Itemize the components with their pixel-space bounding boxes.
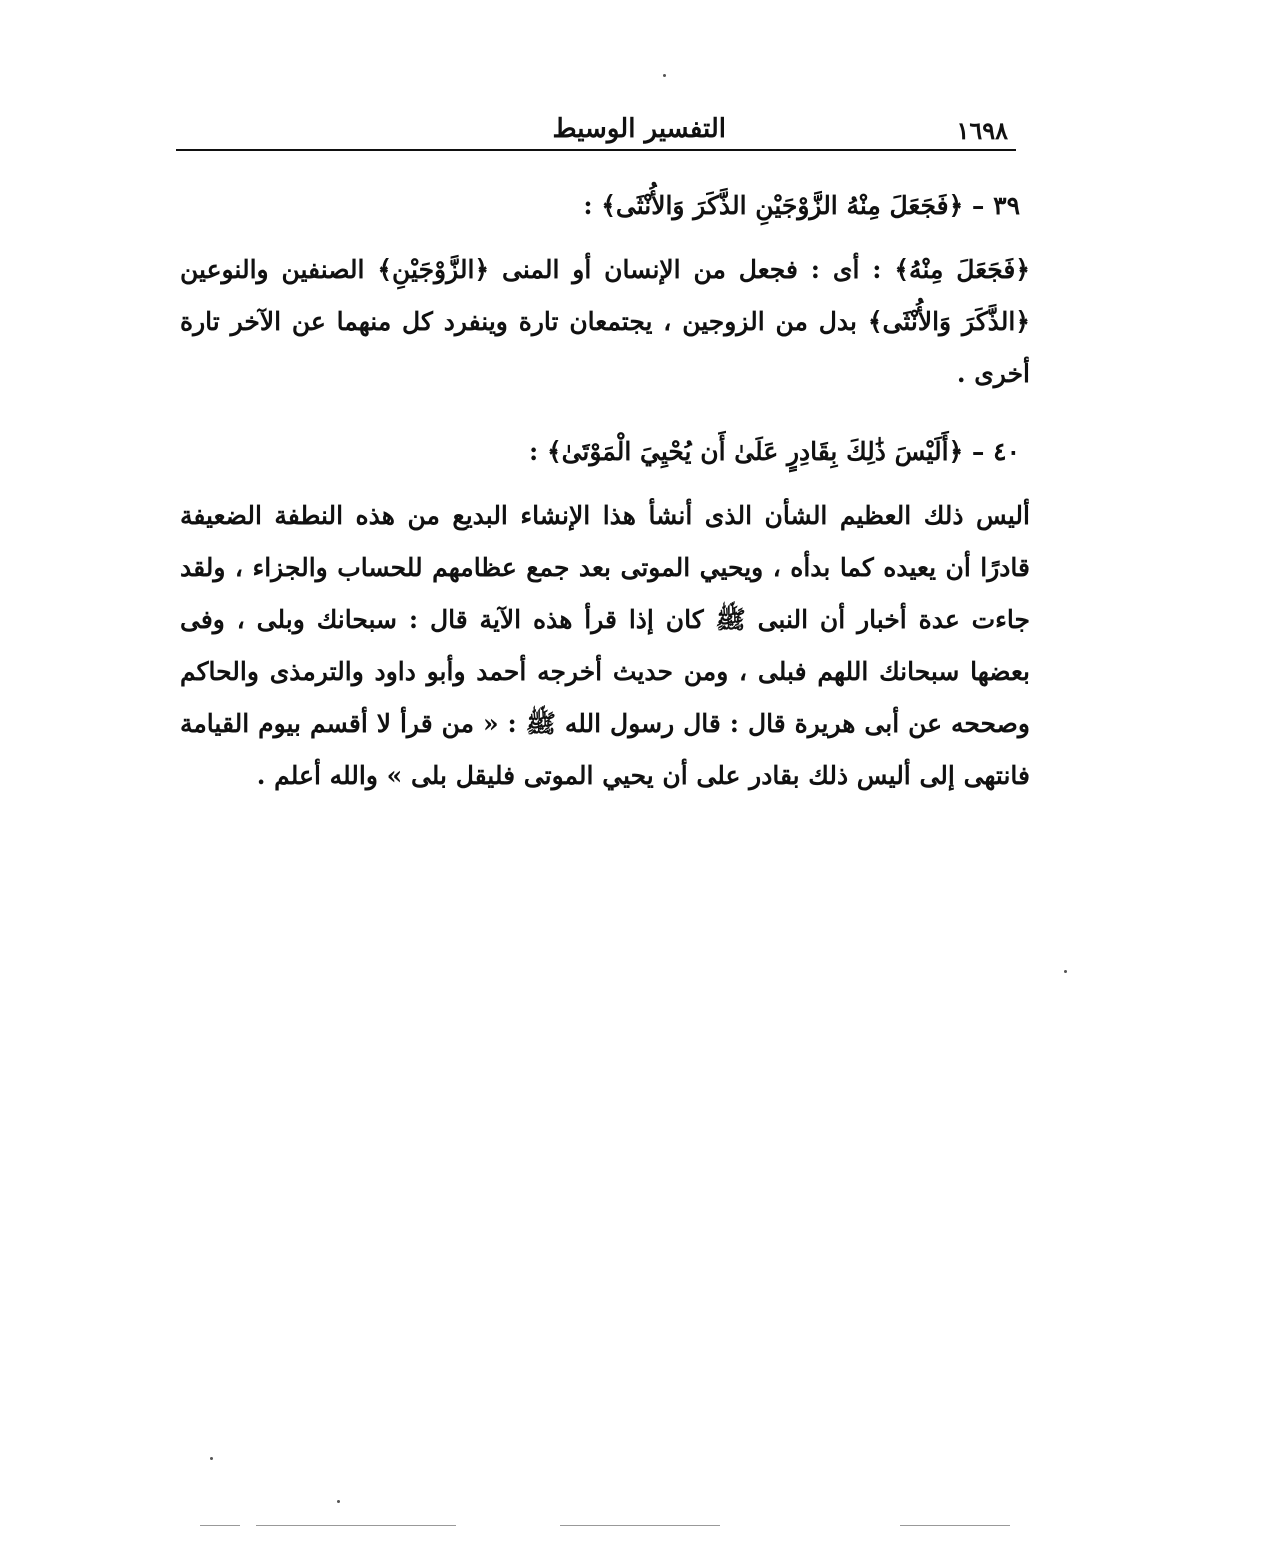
scan-speck <box>1064 970 1067 973</box>
verse-40-heading: ٤٠ – ﴿أَلَيْسَ ذَٰلِكَ بِقَادِرٍ عَلَىٰ أَن يُحْيِيَ الْمَوْتَىٰ﴾ : <box>529 437 1020 466</box>
body-text <box>180 180 1030 828</box>
scan-speck <box>337 1500 340 1503</box>
header-rule <box>176 149 1016 151</box>
scan-edge-line <box>560 1525 720 1526</box>
scan-edge-line <box>256 1525 456 1526</box>
running-title: التفسير الوسيط <box>552 114 726 144</box>
page-header <box>176 110 1016 146</box>
scan-edge-line <box>200 1525 240 1526</box>
page-number: ١٦٩٨ <box>956 116 1008 145</box>
paragraph-verse-39-commentary: ﴿فَجَعَلَ مِنْهُ﴾ : أى : فجعل من الإنسان أو المنى ﴿الزَّوْجَيْنِ﴾ الصنفين والنوعين ﴿الذَّكَرَ وَالأُنْثَى﴾ بدل من الزوجين ، يجتمعان تارة وينفرد كل منهما عن الآخر تارة أخرى . <box>180 255 1030 388</box>
paragraph-verse-40-commentary: أليس ذلك العظيم الشأن الذى أنشأ هذا الإنشاء البديع من هذه النطفة الضعيفة قادرًا أن يعيده كما بدأه ، ويحيي الموتى بعد جمع عظامهم للحساب والجزاء ، ولقد جاءت عدة أخبار أن النبى ﷺ كان إذا قرأ هذه الآية قال : سبحانك وبلى ، وفى بعضها سبحانك اللهم فبلى ، ومن حديث أخرجه أحمد وأبو داود والترمذى والحاكم وصححه عن أبى هريرة قال : قال رسول الله ﷺ : « من قرأ لا أقسم بيوم القيامة فانتهى إلى أليس ذلك بقادر على أن يحيي الموتى فليقل بلى » والله أعلم . <box>180 501 1030 790</box>
verse-39-heading: ٣٩ – ﴿فَجَعَلَ مِنْهُ الزَّوْجَيْنِ الذَّكَرَ وَالأُنْثَى﴾ : <box>583 191 1020 220</box>
scan-edge-line <box>900 1525 1010 1526</box>
scan-speck <box>210 1457 213 1460</box>
scan-speck <box>663 74 666 77</box>
